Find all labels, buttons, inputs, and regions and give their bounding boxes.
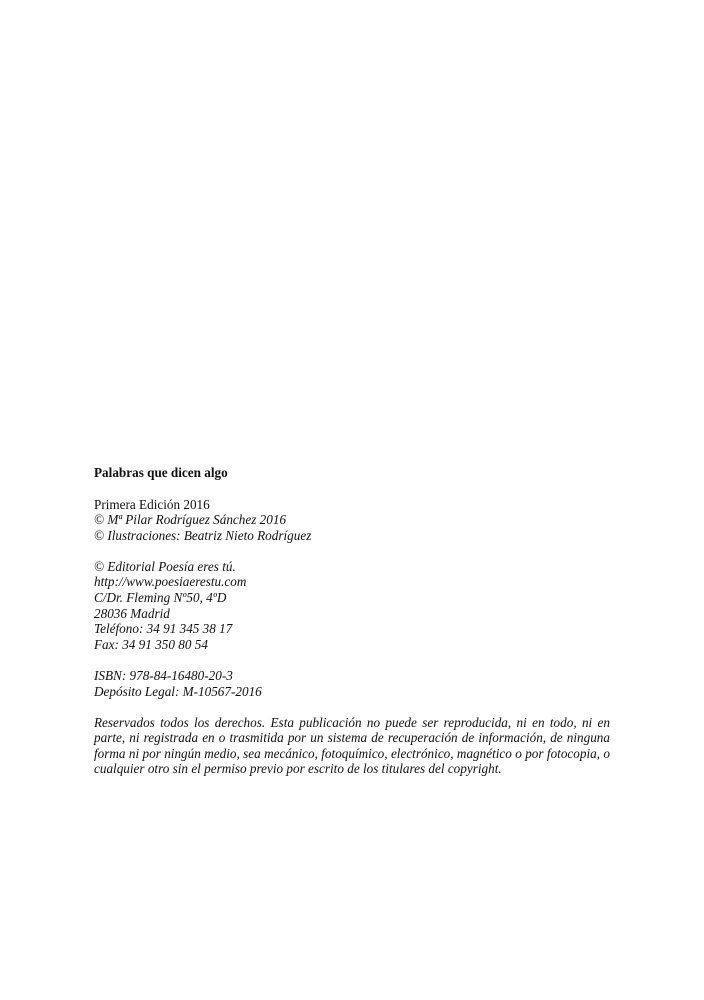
rights-notice: Reservados todos los derechos. Esta publicación no puede ser reproducida, ni en todo, ni en parte, ni registrada en o trasmitida por un sistema de recuperación de información, de ninguna forma ni por ningún medio, sea mecánico, fotoquímico, electrónico, magnético o por fotocopia, o cualquier otro sin el permiso previo por escrito de los titulares del copyright. bbox=[94, 714, 610, 777]
book-title: Palabras que dicen algo bbox=[94, 465, 228, 480]
publisher-address-line1: C/Dr. Fleming Nº50, 4ºD bbox=[94, 590, 227, 606]
publisher-block bbox=[94, 559, 610, 653]
edition-block bbox=[94, 497, 610, 544]
colophon bbox=[94, 465, 610, 777]
publisher-phone: Teléfono: 34 91 345 38 17 bbox=[94, 621, 233, 637]
publisher-address-line2: 28036 Madrid bbox=[94, 605, 170, 621]
isbn: ISBN: 978-84-16480-20-3 bbox=[94, 667, 233, 683]
author-copyright: © Mª Pilar Rodríguez Sánchez 2016 bbox=[94, 512, 287, 528]
edition-line: Primera Edición 2016 bbox=[94, 496, 210, 512]
publisher-fax: Fax: 34 91 350 80 54 bbox=[94, 636, 208, 652]
publisher-website: http://www.poesiaerestu.com bbox=[94, 574, 247, 590]
publisher-name: © Editorial Poesía eres tú. bbox=[94, 558, 236, 574]
illustrations-copyright: © Ilustraciones: Beatriz Nieto Rodríguez bbox=[94, 527, 312, 543]
legal-block bbox=[94, 668, 610, 699]
deposito-legal: Depósito Legal: M-10567-2016 bbox=[94, 683, 262, 699]
